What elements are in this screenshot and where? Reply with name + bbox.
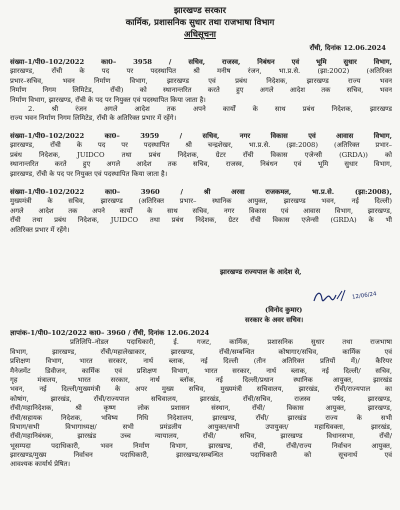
memo-line: राँची/महानिदेशक, श्री कृष्ण लोक प्रशासन संस्थान, राँची/ विकास आयुक्त, झारखण्ड, [10,404,392,413]
order-paragraph-3 [10,188,392,235]
memo-line: राँची/सहायक निदेशक, भविष्य निधि निदेशालय, झारखण्ड, राँची/ झारखंड राज्य के सभी [10,413,392,422]
para3-line: संख्या–1/पी0–102/2022 का0– 3960 / श्री अरवा राजकमल, भा.प्र.से. (झा:2008), [10,188,392,196]
para3-line: अतिरिक्त प्रभार में रहेंगे। [10,225,70,234]
memo-line: मैनेजमेंट डिवीजन, कार्मिक एवं प्रशिक्षण विभाग, भारत सरकार, नार्थ ब्लाक, नई दिल्ली/ सचिव, [10,366,392,375]
memo-line: विभाग, झारखण्ड, राँची/महालेखाकार, झारखण्ड, राँची/सम्बन्धित कोषागार/सचिव, कार्मिक एवं [10,347,392,356]
place-date: राँची, दिनांक 12.06.2024 [309,44,386,52]
notification-heading [0,29,400,40]
department-title: कार्मिक, प्रशासनिक सुधार तथा राजभाषा विभाग [125,18,275,28]
notification-heading-text: अधिसूचना [184,30,216,40]
memo-line: प्रतिलिपि–नोडल पदाधिकारी, ई. गजट, कार्मिक, प्रशासनिक सुधार तथा राजभाषा [70,338,392,347]
signatory-designation: सरकार के अवर सचिव। [245,316,304,324]
memo-line: भवन, नई दिल्ली/मुख्यमंत्री के अपर मुख्य सचिव, मुख्यमंत्री सचिवालय, झारखंड, राँची/राज्यपाल का [10,385,392,394]
para1-line: निर्माण निगम लिमिटेड, राँची) को स्थानान्तरित करते हुए अगले आदेश तक सचिव, भवन [10,86,392,95]
order-paragraph-2 [10,132,392,179]
para3-line: मुख्यमंत्री के सचिव, झारखण्ड (अतिरिक्त प्रभार– स्थानिक आयुक्त, झारखण्ड भवन, नई दिल्ली) [10,197,392,206]
memo-line: भूसम्पदा पदाधिकारी, भवन निर्माण विभाग, झारखण्ड, राँची, राँची/राज्य निर्वाचन आयुक्त, [10,441,392,450]
para2-line: संख्या–1/पी0–102/2022 का0– 3959 / सचिव, नगर विकास एवं आवास विभाग, [10,132,392,140]
memo-line: आवश्यक कार्यार्थ प्रेषित। [10,460,71,469]
signature-date: 12/06/24 [351,291,378,301]
memo-heading: ज्ञापांक–1/पी0–102/2022 का0– 3960 / राँची, दिनांक 12.06.2024 [10,329,210,337]
signatory-name: (विनोद कुमार) [265,306,303,314]
order-paragraph-1 [10,58,392,124]
memo-block [10,329,392,470]
memo-line: कोषांग, झारखंड, राँची/राज्यपाल सचिवालय, झारखंड, राँची/सचिव, राजस्व पर्षद, झारखण्ड, [10,394,392,403]
memo-line: विभाग/सभी विभागाध्यक्ष/ सभी प्रमंडलीय आयुक्त/सभी उपायुक्त/ महाधिवक्ता, झारखंड, [10,422,392,431]
para1-line: झारखण्ड, राँची के पद पर पदस्थापित श्री मनीष रंजन, भा.प्र.से. (झा:2002) (अतिरिक्त [10,67,392,76]
memo-line: राँची/महानिबंधक, झारखंड उच्च न्यायालय, राँची/ सचिव, झारखण्ड विधानसभा, राँची/ [10,432,392,441]
para1-line: 2. श्री रंजन अगले आदेश तक अपने कार्यों के साथ प्रबंध निदेशक, झारखण्ड [28,104,392,113]
para3-line: अगले आदेश तक अपने कार्यों के साथ सचिव, नगर विकास एवं आवास विभाग, झारखण्ड, [10,206,392,215]
para1-line: राज्य भवन निर्माण निगम लिमिटेड, राँची के अतिरिक्त प्रभार में रहेंगे। [10,114,177,123]
para2-line: झारखण्ड, राँची के पद पर नियुक्त एवं पदस्थापित किया जाता है। [10,169,168,178]
memo-line: प्रशिक्षण विभाग, भारत सरकार, नार्थ ब्लाक, नई दिल्ली (तीन अतिरिक्त प्रतियों में)/ कैरियर [10,357,392,366]
para2-line: स्थानान्तरित करते हुए अगले आदेश तक सचिव, राजस्व, निबंधन एवं भूमि सुधार विभाग, [10,160,392,169]
memo-line: झारखण्ड/मुख्य निर्वाचन पदाधिकारी, झारखण्ड/सम्बन्धित पदाधिकारी को सूचनार्थ एवं [10,451,392,460]
governor-order-line: झारखण्ड राज्यपाल के आदेश से, [220,268,302,276]
para1-line: निर्माण विभाग, झारखण्ड, राँची के पद पर नियुक्त एवं पदस्थापित किया जाता है। [10,95,206,104]
memo-line: गृह मंत्रालय, भारत सरकार, नार्थ ब्लॉक, नई दिल्ली/प्रधान स्थानिक आयुक्त, झारखंड [10,375,392,384]
govt-title: झारखण्ड सरकार [173,6,227,16]
para2-line: झारखण्ड, राँची के पद पर पदस्थापित श्री चन्द्रशेखर, भा.प्र.से. (झा:2008) (अतिरिक्त प्रभार– [10,141,392,150]
para3-line: राँची तथा प्रबंध निदेशक, JUIDCO तथा प्रबंध निदेशक, ग्रेटर राँची विकास एजेन्सी (GRDA) के भी [10,216,392,225]
para2-line: प्रबंध निदेशक, JUIDCO तथा प्रबंध निदेशक, ग्रेटर राँची विकास एजेन्सी (GRDA)) को [10,150,392,159]
para1-line: प्रभार–सचिव, भवन निर्माण विभाग, झारखण्ड एवं प्रबंध निदेशक, झारखण्ड राज्य भवन [10,76,392,85]
para1-line: संख्या–1/पी0–102/2022 का0– 3958 / सचिव, राजस्व, निबंधन एवं भूमि सुधार विभाग, [10,58,392,66]
